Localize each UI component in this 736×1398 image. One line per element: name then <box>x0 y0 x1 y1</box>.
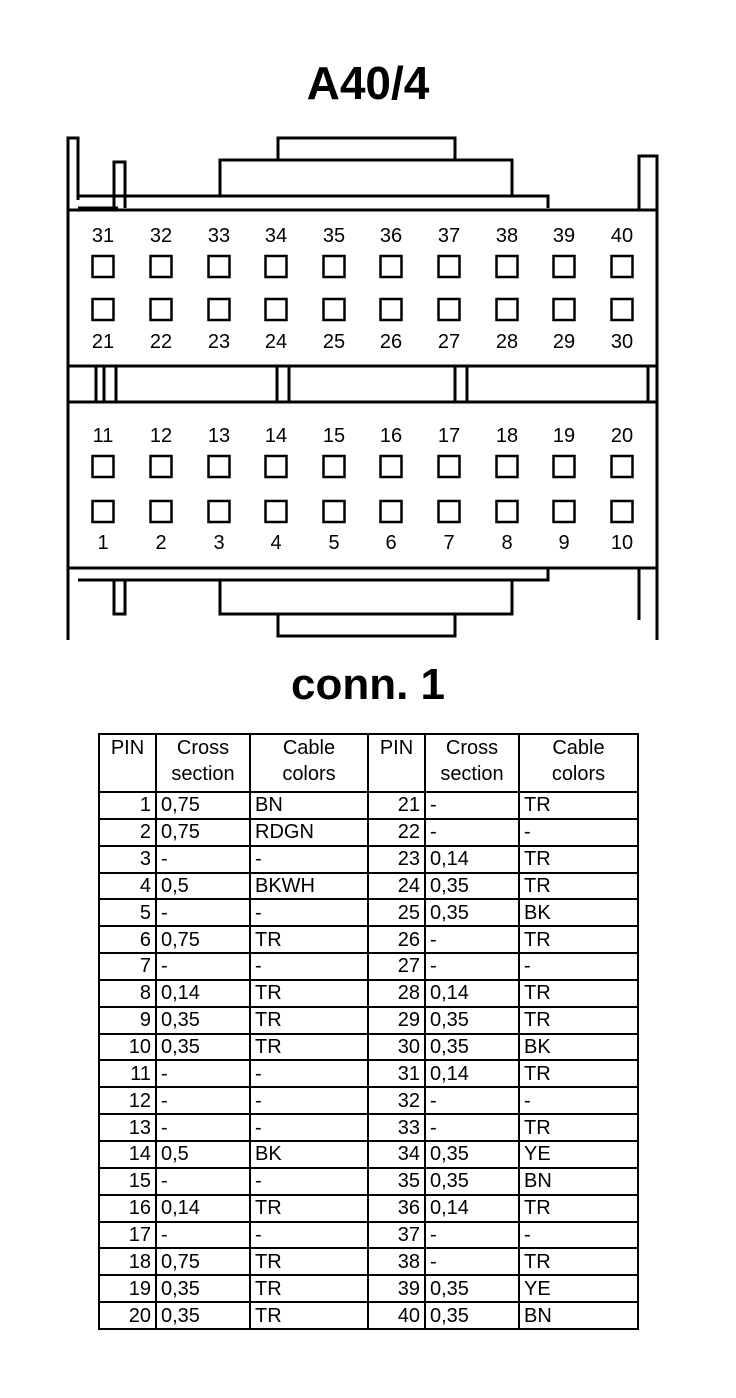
cross-section-cell: - <box>156 1168 250 1195</box>
pin-number-cell: 27 <box>368 953 425 980</box>
pin-cavity <box>612 501 633 522</box>
pin-number-cell: 30 <box>368 1034 425 1061</box>
pin-cavity <box>266 456 287 477</box>
table-row <box>99 926 638 953</box>
cable-color-cell: TR <box>250 1195 368 1222</box>
pin-cavity <box>554 501 575 522</box>
cross-section-cell: 0,35 <box>156 1007 250 1034</box>
pin-number-label: 17 <box>437 425 461 447</box>
cross-section-cell: 0,35 <box>425 1302 519 1329</box>
pin-number-cell: 40 <box>368 1302 425 1329</box>
pin-number-label: 30 <box>610 331 634 353</box>
pin-number-cell: 6 <box>99 926 156 953</box>
pin-number-label: 31 <box>91 225 115 247</box>
pin-number-cell: 39 <box>368 1275 425 1302</box>
pin-number-cell: 36 <box>368 1195 425 1222</box>
cable-color-cell: RDGN <box>250 819 368 846</box>
pin-number-cell: 20 <box>99 1302 156 1329</box>
pin-cavity <box>266 256 287 277</box>
cross-section-cell: - <box>425 953 519 980</box>
cable-color-cell: - <box>250 1087 368 1114</box>
pin-number-label: 23 <box>207 331 231 353</box>
table-row <box>99 1114 638 1141</box>
table-row <box>99 1034 638 1061</box>
cross-section-cell: 0,35 <box>425 873 519 900</box>
cross-section-cell: - <box>425 1248 519 1275</box>
cross-section-cell: - <box>156 899 250 926</box>
pin-number-label: 29 <box>552 331 576 353</box>
pin-number-label: 26 <box>379 331 403 353</box>
pin-number-cell: 34 <box>368 1141 425 1168</box>
pin-number-cell: 22 <box>368 819 425 846</box>
pin-number-cell: 28 <box>368 980 425 1007</box>
pin-number-label: 18 <box>495 425 519 447</box>
cross-section-cell: 0,5 <box>156 1141 250 1168</box>
header-cable-line1: Cable <box>282 737 336 759</box>
table-row <box>99 953 638 980</box>
header-cable-colors <box>250 734 368 792</box>
table-header-row <box>99 734 638 792</box>
connector-subtitle: conn. 1 <box>290 660 446 709</box>
pin-number-label: 5 <box>328 532 340 554</box>
pin-number-label: 6 <box>385 532 397 554</box>
pin-number-cell: 14 <box>99 1141 156 1168</box>
pin-cavity <box>439 456 460 477</box>
cross-section-cell: 0,14 <box>425 846 519 873</box>
pin-number-cell: 19 <box>99 1275 156 1302</box>
pin-number-label: 16 <box>379 425 403 447</box>
cross-section-cell: - <box>156 953 250 980</box>
pin-number-label: 9 <box>558 532 570 554</box>
pin-number-cell: 33 <box>368 1114 425 1141</box>
cable-color-cell: BN <box>519 1168 638 1195</box>
pin-number-label: 19 <box>552 425 576 447</box>
pin-number-cell: 2 <box>99 819 156 846</box>
pin-number-label: 14 <box>264 425 288 447</box>
pin-cavity <box>439 299 460 320</box>
cross-section-cell: 0,35 <box>425 1275 519 1302</box>
cable-color-cell: TR <box>519 926 638 953</box>
cross-section-cell: - <box>156 846 250 873</box>
pin-number-label: 32 <box>149 225 173 247</box>
cross-section-cell: 0,75 <box>156 819 250 846</box>
cable-color-cell: BK <box>519 1034 638 1061</box>
pin-cavity <box>497 501 518 522</box>
pin-number-label: 8 <box>501 532 513 554</box>
pin-cavity <box>151 256 172 277</box>
cross-section-cell: 0,35 <box>425 1141 519 1168</box>
table-row <box>99 1141 638 1168</box>
pin-cavity <box>209 456 230 477</box>
cross-section-cell: 0,35 <box>156 1275 250 1302</box>
cross-section-cell: - <box>425 1114 519 1141</box>
cross-section-cell: 0,35 <box>156 1302 250 1329</box>
pin-number-cell: 7 <box>99 953 156 980</box>
pin-number-label: 25 <box>322 331 346 353</box>
table-row <box>99 1007 638 1034</box>
pin-number-cell: 1 <box>99 792 156 819</box>
table-row <box>99 1168 638 1195</box>
pin-number-label: 11 <box>92 425 114 447</box>
pin-number-label: 38 <box>495 225 519 247</box>
pin-number-label: 37 <box>437 225 461 247</box>
table-row <box>99 1087 638 1114</box>
pin-number-cell: 12 <box>99 1087 156 1114</box>
cable-color-cell: TR <box>519 980 638 1007</box>
cross-section-cell: 0,14 <box>425 980 519 1007</box>
pin-number-cell: 23 <box>368 846 425 873</box>
header-pin <box>99 734 156 792</box>
pin-cavity <box>554 256 575 277</box>
header-cross-line2-2: section <box>440 763 504 785</box>
pin-number-label: 35 <box>322 225 346 247</box>
cable-color-cell: TR <box>519 1114 638 1141</box>
pin-number-cell: 9 <box>99 1007 156 1034</box>
table-body <box>99 792 638 1329</box>
pin-number-cell: 16 <box>99 1195 156 1222</box>
header-cross-line1-2: Cross <box>445 737 499 759</box>
pin-label-grid <box>92 225 633 554</box>
header-cable-colors-2 <box>519 734 638 792</box>
pin-cavity <box>439 501 460 522</box>
cross-section-cell: 0,35 <box>156 1034 250 1061</box>
cross-section-cell: 0,14 <box>156 1195 250 1222</box>
pin-number-cell: 25 <box>368 899 425 926</box>
header-cross-section-2 <box>425 734 519 792</box>
cable-color-cell: BK <box>250 1141 368 1168</box>
pin-cavity <box>266 501 287 522</box>
cross-section-cell: - <box>425 1222 519 1249</box>
pin-grid <box>93 256 633 522</box>
pin-cavity <box>151 456 172 477</box>
pin-cavity <box>209 299 230 320</box>
cross-section-cell: 0,14 <box>156 980 250 1007</box>
cable-color-cell: TR <box>250 1007 368 1034</box>
pin-cavity <box>439 256 460 277</box>
pin-cavity <box>554 299 575 320</box>
pin-number-label: 40 <box>610 225 634 247</box>
header-cable-line1-2: Cable <box>552 737 605 759</box>
cross-section-cell: - <box>156 1087 250 1114</box>
pin-cavity <box>151 501 172 522</box>
pin-cavity <box>381 501 402 522</box>
table-row <box>99 873 638 900</box>
header-cross-section <box>156 734 250 792</box>
cable-color-cell: TR <box>250 1302 368 1329</box>
cable-color-cell: TR <box>519 846 638 873</box>
table-row <box>99 1248 638 1275</box>
table-row <box>99 1060 638 1087</box>
pin-number-label: 27 <box>437 331 461 353</box>
pin-number-label: 4 <box>270 532 282 554</box>
pin-number-label: 20 <box>610 425 634 447</box>
pin-number-cell: 8 <box>99 980 156 1007</box>
cable-color-cell: - <box>519 1087 638 1114</box>
pin-number-cell: 37 <box>368 1222 425 1249</box>
header-cable-line2-2: colors <box>551 763 606 785</box>
cross-section-cell: - <box>156 1060 250 1087</box>
cable-color-cell: - <box>519 953 638 980</box>
pin-number-cell: 24 <box>368 873 425 900</box>
pin-number-cell: 35 <box>368 1168 425 1195</box>
pin-number-cell: 13 <box>99 1114 156 1141</box>
pin-cavity <box>324 501 345 522</box>
pin-number-cell: 4 <box>99 873 156 900</box>
pin-cavity <box>324 456 345 477</box>
table-row <box>99 980 638 1007</box>
header-pin-label-2: PIN <box>379 737 414 759</box>
pin-number-label: 13 <box>207 425 231 447</box>
pin-number-label: 22 <box>149 331 173 353</box>
pin-cavity <box>497 256 518 277</box>
pin-number-cell: 3 <box>99 846 156 873</box>
cable-color-cell: TR <box>519 1248 638 1275</box>
table-row <box>99 792 638 819</box>
pin-number-label: 39 <box>552 225 576 247</box>
pin-cavity <box>266 299 287 320</box>
cable-color-cell: TR <box>250 1248 368 1275</box>
pin-cavity <box>324 299 345 320</box>
pin-cavity <box>93 501 114 522</box>
diagram-title: A40/4 <box>306 57 430 109</box>
header-pin-label: PIN <box>110 737 145 759</box>
header-cross-line2: section <box>171 763 235 785</box>
pin-cavity <box>497 456 518 477</box>
cable-color-cell: TR <box>519 1007 638 1034</box>
header-pin-2 <box>368 734 425 792</box>
cross-section-cell: 0,35 <box>425 1168 519 1195</box>
pin-number-cell: 15 <box>99 1168 156 1195</box>
pin-number-cell: 11 <box>99 1060 156 1087</box>
pin-number-cell: 29 <box>368 1007 425 1034</box>
pin-cavity <box>93 456 114 477</box>
pin-cavity <box>151 299 172 320</box>
pin-number-cell: 26 <box>368 926 425 953</box>
cable-color-cell: - <box>250 1168 368 1195</box>
cable-color-cell: - <box>250 1114 368 1141</box>
cable-color-cell: TR <box>250 1275 368 1302</box>
pin-cavity <box>324 256 345 277</box>
cable-color-cell: BN <box>519 1302 638 1329</box>
pin-number-cell: 5 <box>99 899 156 926</box>
pin-number-label: 3 <box>213 532 225 554</box>
pin-number-cell: 38 <box>368 1248 425 1275</box>
pin-number-label: 28 <box>495 331 519 353</box>
cable-color-cell: BK <box>519 899 638 926</box>
connector-diagram <box>0 0 736 660</box>
pin-cavity <box>381 299 402 320</box>
cable-color-cell: - <box>250 846 368 873</box>
cable-color-cell: TR <box>519 1060 638 1087</box>
table-row <box>99 846 638 873</box>
pin-number-cell: 18 <box>99 1248 156 1275</box>
cross-section-cell: 0,35 <box>425 1007 519 1034</box>
table-row <box>99 1302 638 1329</box>
pin-number-label: 33 <box>207 225 231 247</box>
table-row <box>99 1222 638 1249</box>
pin-cavity <box>497 299 518 320</box>
cross-section-cell: 0,75 <box>156 1248 250 1275</box>
cross-section-cell: 0,5 <box>156 873 250 900</box>
cable-color-cell: BN <box>250 792 368 819</box>
cable-color-cell: TR <box>250 1034 368 1061</box>
connector-housing-outline <box>68 138 657 640</box>
pin-cavity <box>612 299 633 320</box>
cable-color-cell: - <box>250 1222 368 1249</box>
cross-section-cell: - <box>425 819 519 846</box>
cross-section-cell: 0,35 <box>425 899 519 926</box>
pin-number-cell: 31 <box>368 1060 425 1087</box>
cable-color-cell: - <box>250 1060 368 1087</box>
pin-number-label: 34 <box>264 225 288 247</box>
pin-cavity <box>209 256 230 277</box>
cross-section-cell: - <box>156 1222 250 1249</box>
cross-section-cell: 0,75 <box>156 792 250 819</box>
cable-color-cell: BKWH <box>250 873 368 900</box>
cable-color-cell: - <box>250 953 368 980</box>
pin-number-label: 1 <box>97 532 109 554</box>
cable-color-cell: TR <box>519 792 638 819</box>
cross-section-cell: - <box>425 926 519 953</box>
pin-cavity <box>93 299 114 320</box>
pin-cavity <box>381 256 402 277</box>
pin-number-label: 7 <box>443 532 455 554</box>
pin-number-label: 21 <box>91 331 115 353</box>
pin-cavity <box>93 256 114 277</box>
cable-color-cell: YE <box>519 1275 638 1302</box>
table-row <box>99 819 638 846</box>
pin-cavity <box>612 256 633 277</box>
pin-cavity <box>381 456 402 477</box>
pin-cavity <box>612 456 633 477</box>
cable-color-cell: - <box>519 1222 638 1249</box>
pin-number-cell: 21 <box>368 792 425 819</box>
table-row <box>99 1275 638 1302</box>
cross-section-cell: 0,14 <box>425 1195 519 1222</box>
pin-number-cell: 10 <box>99 1034 156 1061</box>
cable-color-cell: TR <box>250 980 368 1007</box>
cross-section-cell: 0,14 <box>425 1060 519 1087</box>
cross-section-cell: - <box>425 1087 519 1114</box>
pin-number-label: 36 <box>379 225 403 247</box>
pin-number-label: 2 <box>155 532 167 554</box>
cross-section-cell: - <box>156 1114 250 1141</box>
cable-color-cell: YE <box>519 1141 638 1168</box>
pin-number-label: 24 <box>264 331 288 353</box>
pin-cavity <box>209 501 230 522</box>
table-row <box>99 899 638 926</box>
pin-assignment-table <box>98 733 639 1330</box>
cross-section-cell: - <box>425 792 519 819</box>
cable-color-cell: TR <box>519 1195 638 1222</box>
pin-number-label: 15 <box>322 425 346 447</box>
cable-color-cell: - <box>250 899 368 926</box>
cross-section-cell: 0,35 <box>425 1034 519 1061</box>
pin-number-label: 12 <box>149 425 173 447</box>
pin-cavity <box>554 456 575 477</box>
header-cross-line1: Cross <box>176 737 230 759</box>
cable-color-cell: TR <box>250 926 368 953</box>
pin-number-cell: 17 <box>99 1222 156 1249</box>
cross-section-cell: 0,75 <box>156 926 250 953</box>
cable-color-cell: TR <box>519 873 638 900</box>
cable-color-cell: - <box>519 819 638 846</box>
pin-number-cell: 32 <box>368 1087 425 1114</box>
header-cable-line2: colors <box>282 763 336 785</box>
table-row <box>99 1195 638 1222</box>
pin-number-label: 10 <box>610 532 634 554</box>
